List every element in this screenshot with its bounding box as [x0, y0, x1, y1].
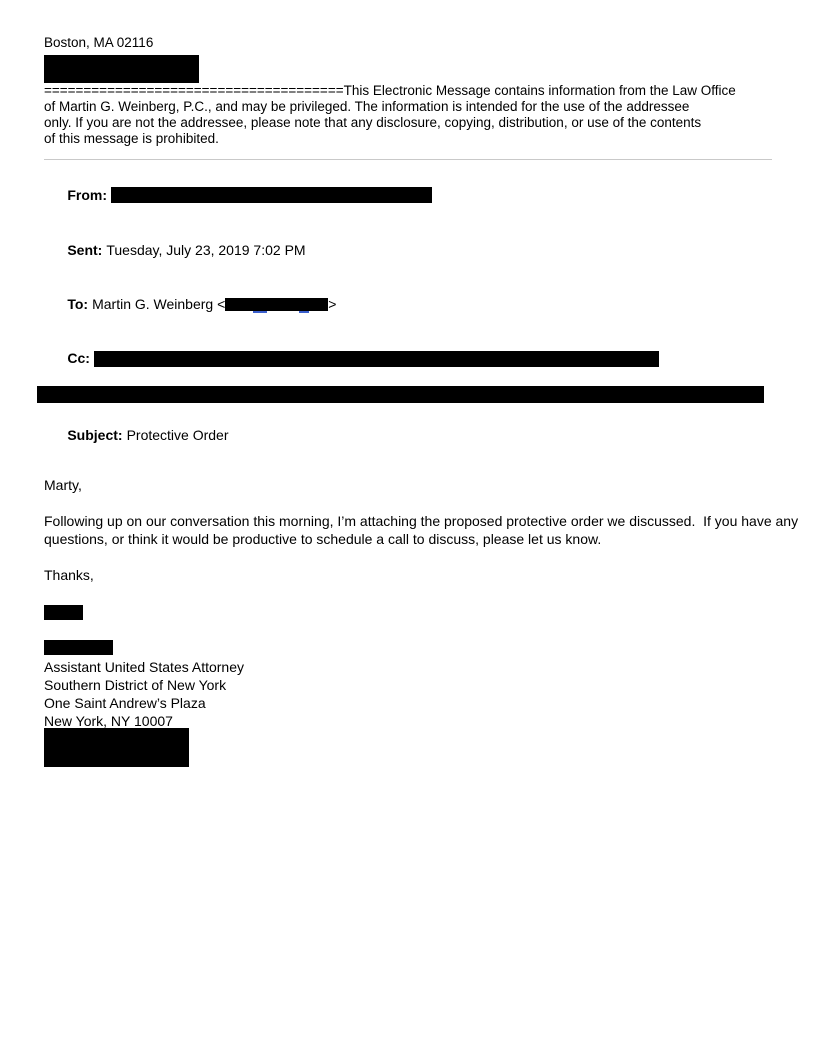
signature-block — [44, 658, 772, 730]
redaction-bar-signature-contact — [44, 728, 189, 767]
salutation: Marty, — [44, 477, 82, 494]
redaction-bar-cc-line1 — [94, 351, 659, 367]
disclaimer-line: of Martin G. Weinberg, P.C., and may be privileged. The information is intended for the use of the addressee — [44, 99, 690, 114]
original-email-footer — [44, 35, 772, 147]
sent-value: Tuesday, July 23, 2019 7:02 PM — [106, 242, 306, 259]
to-line — [44, 277, 772, 331]
cc-line — [44, 331, 772, 386]
email-message-body — [44, 476, 799, 767]
redaction-bar-from-address — [111, 187, 432, 203]
redaction-bar-sender-contact — [44, 55, 199, 83]
to-label: To: — [67, 296, 89, 313]
redaction-bar-signature-name — [44, 640, 113, 655]
signature-address-line1: One Saint Andrew’s Plaza — [44, 695, 206, 712]
sender-address-line: Boston, MA 02116 — [44, 35, 154, 50]
from-line — [44, 168, 772, 223]
from-label: From: — [67, 187, 108, 203]
confidentiality-disclaimer — [44, 83, 772, 147]
hyperlink-underline-fragment — [253, 311, 267, 313]
disclaimer-line: of this message is prohibited. — [44, 131, 219, 146]
body-paragraph-line: Following up on our conversation this morning, I’m attaching the proposed protective order we discussed. If you have any — [44, 513, 799, 530]
sent-label: Sent: — [67, 242, 103, 259]
cc-label: Cc: — [67, 350, 90, 367]
body-paragraph-line: questions, or think it would be productive to schedule a call to discuss, please let us know. — [44, 531, 602, 548]
signature-district: Southern District of New York — [44, 677, 227, 694]
reply-header-divider — [44, 159, 772, 160]
email-header-block — [44, 168, 772, 462]
signature-address-line2: New York, NY 10007 — [44, 713, 173, 730]
redaction-bar-to-email — [225, 298, 328, 311]
redaction-bar-sender-first-name — [44, 605, 83, 620]
disclaimer-line: only. If you are not the addressee, please note that any disclosure, copying, distribution, or use of the contents — [44, 115, 702, 130]
subject-label: Subject: — [67, 427, 123, 444]
disclaimer-line: ======================================This Electronic Message contains information from the Law Office — [44, 83, 736, 98]
signature-title: Assistant United States Attorney — [44, 659, 244, 676]
closing: Thanks, — [44, 567, 94, 584]
to-close-bracket: > — [328, 296, 337, 313]
subject-value: Protective Order — [126, 427, 229, 444]
redaction-bar-cc-line2 — [37, 386, 764, 403]
body-paragraph — [44, 512, 799, 548]
hyperlink-underline-fragment — [299, 311, 309, 313]
sent-line — [44, 223, 772, 277]
to-recipient-name: Martin G. Weinberg < — [92, 296, 226, 313]
subject-line — [44, 408, 772, 462]
